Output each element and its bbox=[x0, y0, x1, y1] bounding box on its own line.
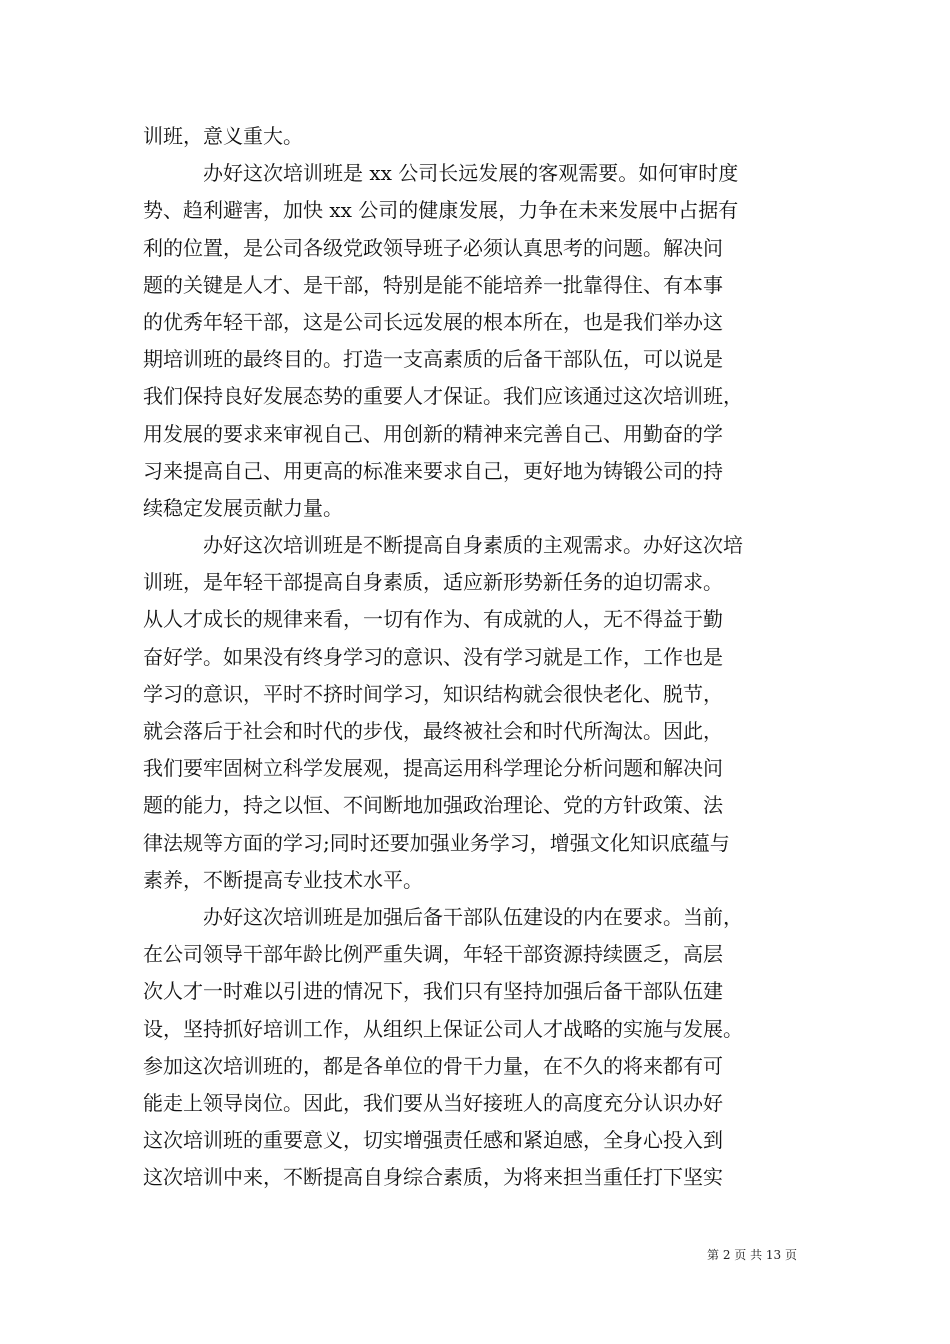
text-line: 我们保持良好发展态势的重要人才保证。我们应该通过这次培训班， bbox=[143, 384, 743, 409]
text-line: 习来提高自己、用更高的标准来要求自己，更好地为铸锻公司的持 bbox=[143, 458, 723, 483]
page-number: 第 2 页 共 13 页 bbox=[707, 1248, 797, 1262]
text-line: 用发展的要求来审视自己、用创新的精神来完善自己、用勤奋的学 bbox=[143, 421, 723, 446]
text-line: 设，坚持抓好培训工作，从组织上保证公司人才战略的实施与发展。 bbox=[143, 1016, 743, 1041]
paragraph-first-line: 办好这次培训班是 xx 公司长远发展的客观需要。如何审时度 bbox=[203, 161, 739, 186]
text-line: 素养，不断提高专业技术水平。 bbox=[143, 867, 423, 892]
text-line: 这次培训中来，不断提高自身综合素质，为将来担当重任打下坚实 bbox=[143, 1165, 723, 1190]
text-line: 奋好学。如果没有终身学习的意识、没有学习就是工作，工作也是 bbox=[143, 644, 723, 669]
paragraph-first-line: 办好这次培训班是加强后备干部队伍建设的内在要求。当前， bbox=[203, 904, 743, 929]
text-line: 就会落后于社会和时代的步伐，最终被社会和时代所淘汰。因此， bbox=[143, 719, 723, 743]
text-line: 势、趋利避害，加快 xx 公司的健康发展，力争在未来发展中占据有 bbox=[143, 198, 739, 223]
paragraph-first-line: 办好这次培训班是不断提高自身素质的主观需求。办好这次培 bbox=[203, 533, 743, 558]
text-line: 从人才成长的规律来看，一切有作为、有成就的人，无不得益于勤 bbox=[143, 607, 723, 632]
text-line: 学习的意识，平时不挤时间学习，知识结构就会很快老化、脱节， bbox=[143, 681, 723, 706]
text-line: 期培训班的最终目的。打造一支高素质的后备干部队伍，可以说是 bbox=[143, 347, 723, 372]
text-line: 能走上领导岗位。因此，我们要从当好接班人的高度充分认识办好 bbox=[143, 1090, 723, 1115]
text-line: 在公司领导干部年龄比例严重失调，年轻干部资源持续匮乏，高层 bbox=[143, 942, 723, 967]
text-line: 我们要牢固树立科学发展观，提高运用科学理论分析问题和解决问 bbox=[143, 756, 723, 781]
text-line: 次人才一时难以引进的情况下，我们只有坚持加强后备干部队伍建 bbox=[143, 979, 723, 1004]
text-line: 训班，是年轻干部提高自身素质，适应新形势新任务的迫切需求。 bbox=[143, 570, 723, 595]
text-line: 的优秀年轻干部，这是公司长远发展的根本所在，也是我们举办这 bbox=[143, 309, 723, 334]
text-line: 这次培训班的重要意义，切实增强责任感和紧迫感，全身心投入到 bbox=[143, 1128, 723, 1153]
body-text bbox=[143, 118, 823, 1196]
text-line: 利的位置，是公司各级党政领导班子必须认真思考的问题。解决问 bbox=[143, 235, 723, 260]
text-line: 题的能力，持之以恒、不间断地加强政治理论、党的方针政策、法 bbox=[143, 793, 723, 818]
text-line: 训班，意义重大。 bbox=[143, 124, 303, 148]
text-line: 律法规等方面的学习;同时还要加强业务学习，增强文化知识底蕴与 bbox=[143, 830, 730, 855]
text-line: 参加这次培训班的，都是各单位的骨干力量，在不久的将来都有可 bbox=[143, 1053, 723, 1078]
text-line: 题的关键是人才、是干部，特别是能不能培养一批靠得住、有本事 bbox=[143, 272, 723, 297]
text-line: 续稳定发展贡献力量。 bbox=[143, 495, 343, 520]
